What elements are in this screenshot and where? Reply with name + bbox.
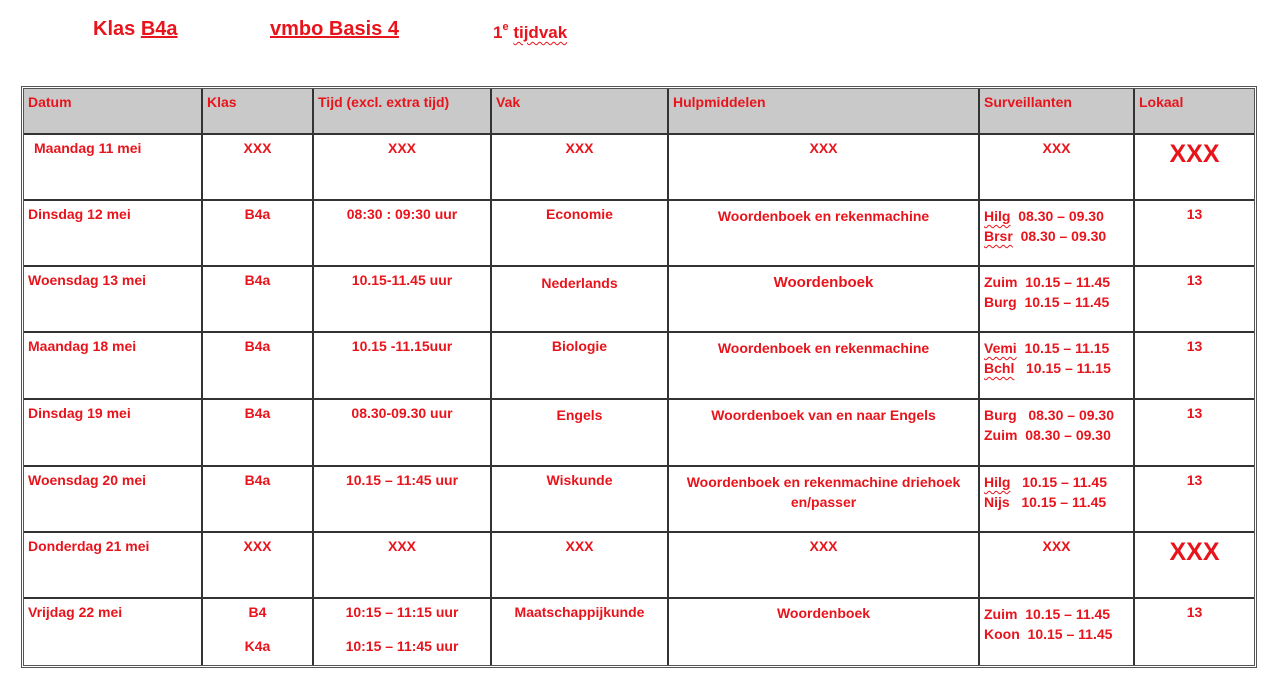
cell-lokaal: 13 bbox=[1135, 267, 1254, 333]
cell-lokaal: XXX bbox=[1135, 135, 1254, 201]
cell-lokaal: 13 bbox=[1135, 333, 1254, 400]
cell-klas: XXX bbox=[203, 533, 314, 599]
exam-schedule-table bbox=[21, 86, 1257, 668]
cell-vak: Economie bbox=[492, 201, 669, 267]
cell-hulpmiddelen: Woordenboek van en naar Engels bbox=[669, 400, 980, 467]
klas-label: Klas bbox=[93, 18, 136, 40]
surveillant-time: 08.30 – 09.30 bbox=[1025, 427, 1111, 443]
cell-klas bbox=[203, 599, 314, 665]
cell-tijd: 08.30-09.30 uur bbox=[314, 400, 492, 467]
cell-klas: B4a bbox=[203, 400, 314, 467]
cell-hulpmiddelen: Woordenboek en rekenmachine bbox=[669, 333, 980, 400]
table-header-row bbox=[24, 89, 1254, 135]
surveillant-name: Zuim bbox=[984, 427, 1018, 443]
cell-tijd: 10.15-11.45 uur bbox=[314, 267, 492, 333]
cell-tijd: 10.15 -11.15uur bbox=[314, 333, 492, 400]
table-row bbox=[24, 135, 1254, 201]
cell-datum: Woensdag 13 mei bbox=[24, 267, 203, 333]
cell-datum: Maandag 18 mei bbox=[24, 333, 203, 400]
klas-value: B4a bbox=[140, 18, 178, 40]
period-number: 1 bbox=[493, 23, 503, 42]
cell-surveillanten bbox=[980, 467, 1135, 533]
cell-tijd: 08:30 : 09:30 uur bbox=[314, 201, 492, 267]
level-label: vmbo Basis 4 bbox=[270, 18, 399, 40]
col-tijd: Tijd (excl. extra tijd) bbox=[314, 89, 492, 135]
cell-surveillanten bbox=[980, 267, 1135, 333]
surveillant-time: 10.15 – 11.45 bbox=[1025, 274, 1111, 290]
cell-lokaal: 13 bbox=[1135, 201, 1254, 267]
surveillant-time: 10.15 – 11.45 bbox=[1025, 606, 1111, 622]
col-lokaal: Lokaal bbox=[1135, 89, 1254, 135]
surveillant-time: 10.15 – 11.45 bbox=[1027, 626, 1113, 642]
col-vak: Vak bbox=[492, 89, 669, 135]
surveillant-name: Hilg bbox=[984, 474, 1011, 490]
cell-vak: Engels bbox=[492, 400, 669, 467]
table-row bbox=[24, 267, 1254, 333]
surveillant-time: 08.30 – 09.30 bbox=[1028, 407, 1114, 423]
tijd-line: 10:15 – 11:45 uur bbox=[345, 638, 459, 654]
surveillant-time: 10.15 – 11.45 bbox=[1021, 494, 1107, 510]
col-surveillanten: Surveillanten bbox=[980, 89, 1135, 135]
surveillant-name: Zuim bbox=[984, 274, 1018, 290]
cell-klas: XXX bbox=[203, 135, 314, 201]
cell-datum: Dinsdag 19 mei bbox=[24, 400, 203, 467]
surveillant-name: Nijs bbox=[984, 494, 1010, 510]
cell-klas: B4a bbox=[203, 201, 314, 267]
cell-klas: B4a bbox=[203, 467, 314, 533]
cell-hulpmiddelen: XXX bbox=[669, 533, 980, 599]
cell-tijd: XXX bbox=[314, 135, 492, 201]
surveillant-name: Zuim bbox=[984, 606, 1018, 622]
surveillant-name: Burg bbox=[984, 294, 1017, 310]
surveillant-name: Bchl bbox=[984, 360, 1015, 376]
surveillant-time: 10.15 – 11.15 bbox=[1024, 340, 1110, 356]
col-datum: Datum bbox=[24, 89, 203, 135]
cell-hulpmiddelen: Woordenboek bbox=[669, 267, 980, 333]
cell-vak: XXX bbox=[492, 533, 669, 599]
table-row bbox=[24, 533, 1254, 599]
cell-tijd: XXX bbox=[314, 533, 492, 599]
cell-lokaal: XXX bbox=[1135, 533, 1254, 599]
cell-datum: Woensdag 20 mei bbox=[24, 467, 203, 533]
cell-surveillanten bbox=[980, 599, 1135, 665]
table-row bbox=[24, 201, 1254, 267]
surveillant-time: 10.15 – 11.45 bbox=[1024, 294, 1110, 310]
cell-surveillanten bbox=[980, 201, 1135, 267]
table-row bbox=[24, 400, 1254, 467]
cell-tijd: 10.15 – 11:45 uur bbox=[314, 467, 492, 533]
cell-surveillanten: XXX bbox=[980, 533, 1135, 599]
cell-vak: Nederlands bbox=[492, 267, 669, 333]
cell-hulpmiddelen: Woordenboek en rekenmachine bbox=[669, 201, 980, 267]
cell-lokaal: 13 bbox=[1135, 467, 1254, 533]
cell-vak: Maatschappijkunde bbox=[492, 599, 669, 665]
cell-lokaal: 13 bbox=[1186, 604, 1203, 620]
period-label: tijdvak bbox=[513, 23, 568, 42]
tijd-line: 10:15 – 11:15 uur bbox=[345, 604, 459, 620]
table-row bbox=[24, 333, 1254, 400]
cell-datum: Donderdag 21 mei bbox=[24, 533, 203, 599]
cell-surveillanten bbox=[980, 400, 1135, 467]
cell-surveillanten: XXX bbox=[980, 135, 1135, 201]
surveillant-time: 10.15 – 11.15 bbox=[1026, 360, 1111, 376]
cell-klas: B4a bbox=[203, 267, 314, 333]
surveillant-time: 08.30 – 09.30 bbox=[1018, 208, 1104, 224]
cell-vak: Biologie bbox=[492, 333, 669, 400]
surveillant-time: 10.15 – 11.45 bbox=[1022, 474, 1107, 490]
surveillant-name: Hilg bbox=[984, 208, 1011, 224]
col-hulpmiddelen: Hulpmiddelen bbox=[669, 89, 980, 135]
surveillant-name: Brsr bbox=[984, 228, 1013, 244]
klas-line: K4a bbox=[244, 638, 271, 654]
cell-datum: Maandag 11 mei bbox=[24, 135, 203, 201]
period-sup: e bbox=[502, 21, 509, 33]
cell-datum: Vrijdag 22 mei bbox=[24, 599, 203, 665]
surveillant-time: 08.30 – 09.30 bbox=[1020, 228, 1107, 244]
cell-lokaal: 13 bbox=[1135, 400, 1254, 467]
surveillant-name: Koon bbox=[984, 626, 1020, 642]
header-level bbox=[270, 18, 399, 41]
cell-datum: Dinsdag 12 mei bbox=[24, 201, 203, 267]
surveillant-name: Vemi bbox=[984, 340, 1017, 356]
cell-hulpmiddelen: XXX bbox=[669, 135, 980, 201]
cell-tijd bbox=[314, 599, 492, 665]
header-klas bbox=[93, 18, 178, 41]
table-row bbox=[24, 599, 1254, 665]
col-klas: Klas bbox=[203, 89, 314, 135]
cell-vak: Wiskunde bbox=[492, 467, 669, 533]
table-row bbox=[24, 467, 1254, 533]
cell-klas: B4a bbox=[203, 333, 314, 400]
surveillant-name: Burg bbox=[984, 407, 1017, 423]
klas-line: B4 bbox=[248, 604, 267, 620]
cell-surveillanten bbox=[980, 333, 1135, 400]
cell-vak: XXX bbox=[492, 135, 669, 201]
header-period bbox=[493, 21, 567, 43]
cell-hulpmiddelen: Woordenboek en rekenmachine driehoek en/passer bbox=[669, 467, 980, 533]
cell-hulpmiddelen: Woordenboek bbox=[669, 599, 980, 665]
